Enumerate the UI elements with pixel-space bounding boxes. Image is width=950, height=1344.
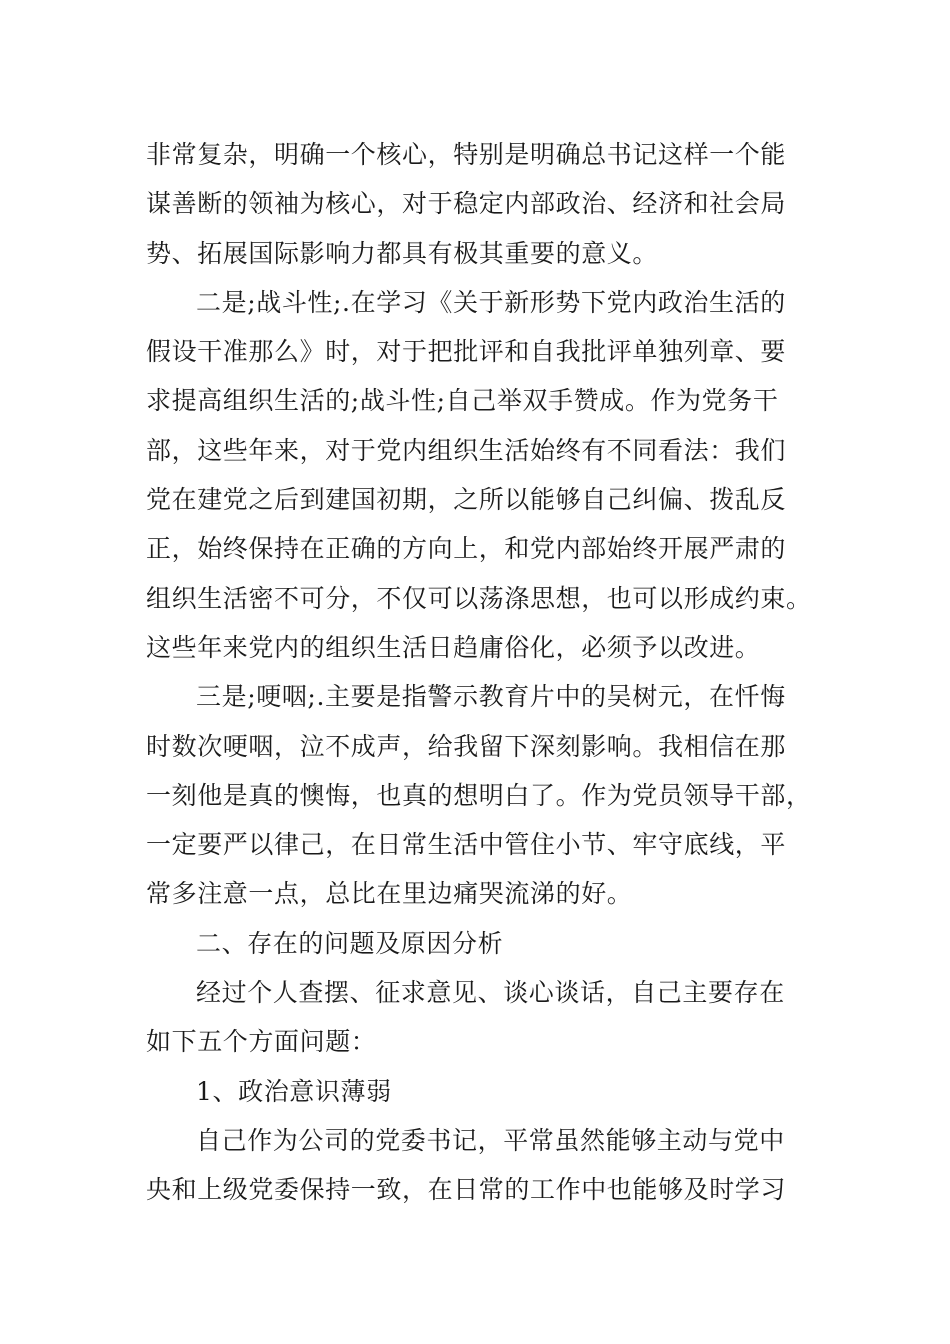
text-line: 求提高组织生活的;战斗性;自己举双手赞成。作为党务干	[146, 386, 779, 416]
text-line: 组织生活密不可分，不仅可以荡涤思想，也可以形成约束。	[146, 583, 812, 613]
text-line: 时数次哽咽，泣不成声，给我留下深刻影响。我相信在那	[146, 731, 787, 761]
text-line: 一定要严以律己，在日常生活中管住小节、牢守底线，平	[146, 830, 787, 860]
text-line: 非常复杂，明确一个核心，特别是明确总书记这样一个能	[146, 140, 787, 169]
text-line: 一刻他是真的懊悔，也真的想明白了。作为党员领导干部，	[146, 780, 812, 810]
text-line: 三是;哽咽;.主要是指警示教育片中的吴树元，在忏悔	[196, 682, 786, 712]
text-line: 1、政治意识薄弱	[196, 1076, 392, 1106]
text-line: 部，这些年来，对于党内组织生活始终有不同看法：我们	[146, 435, 787, 465]
text-line: 自己作为公司的党委书记，平常虽然能够主动与党中	[196, 1125, 785, 1155]
text-line: 经过个人查摆、征求意见、谈心谈话，自己主要存在	[196, 978, 785, 1008]
text-line: 谋善断的领袖为核心，对于稳定内部政治、经济和社会局	[146, 189, 787, 219]
text-line: 假设干准那么》时，对于把批评和自我批评单独列章、要	[146, 337, 787, 367]
body-text	[146, 130, 812, 1215]
text-line: 常多注意一点，总比在里边痛哭流涕的好。	[146, 879, 633, 909]
text-line: 二是;战斗性;.在学习《关于新形势下党内政治生活的	[196, 287, 786, 317]
text-line: 二、存在的问题及原因分析	[196, 928, 504, 958]
text-line: 如下五个方面问题：	[146, 1027, 377, 1057]
text-line: 正，始终保持在正确的方向上，和党内部始终开展严肃的	[146, 534, 787, 564]
text-line: 党在建党之后到建国初期，之所以能够自己纠偏、拨乱反	[146, 485, 787, 515]
text-line: 央和上级党委保持一致，在日常的工作中也能够及时学习	[146, 1175, 787, 1205]
text-line: 这些年来党内的组织生活日趋庸俗化，必须予以改进。	[146, 632, 761, 662]
text-line: 势、拓展国际影响力都具有极其重要的意义。	[146, 238, 659, 268]
